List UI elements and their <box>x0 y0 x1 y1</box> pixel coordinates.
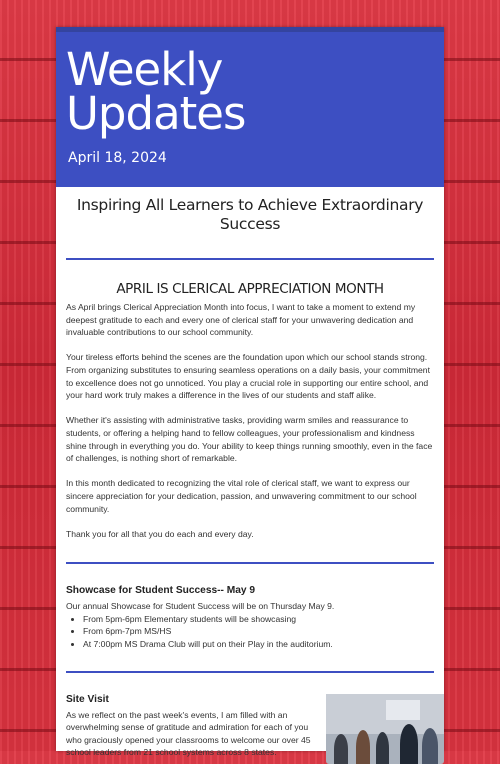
title-line-1: Weekly <box>66 43 223 96</box>
title-line-2: Updates <box>66 87 246 140</box>
list-item: • At 7:00pm MS Drama Club will put on their Play in the auditorium. <box>83 638 444 651</box>
showcase-list <box>56 613 444 651</box>
section-divider <box>66 258 434 260</box>
paragraph: In this month dedicated to recognizing the vital role of clerical staff, we want to express our sincere appreciation for your dedication, passion, and unwavering commitment to our school community. <box>66 478 417 514</box>
list-item: • From 6pm-7pm MS/HS <box>83 625 444 638</box>
site-visit-section <box>66 694 434 759</box>
site-visit-body <box>66 709 316 759</box>
list-item: • From 5pm-6pm Elementary students will be showcasing <box>83 613 444 626</box>
site-visit-line: school leaders from 21 school systems across 8 states. <box>66 747 277 758</box>
paragraph: As April brings Clerical Appreciation Month into focus, I want to take a moment to extend my deepest gratitude to each and every one of clerical staff for your unwavering dedication and invaluable contributions to our school community. <box>66 302 416 338</box>
showcase-heading: Showcase for Student Success-- May 9 <box>66 585 256 597</box>
newsletter-card <box>56 27 444 758</box>
site-visit-line: who graciously opened your classrooms to welcome our over 45 <box>66 734 311 745</box>
section-divider <box>66 562 434 564</box>
clerical-body <box>66 301 434 540</box>
tagline: Inspiring All Learners to Achieve Extraordinary Success <box>76 196 424 233</box>
section-divider <box>66 671 434 673</box>
showcase-intro: Our annual Showcase for Student Success will be on Thursday May 9. <box>66 601 335 612</box>
header-banner <box>56 27 444 187</box>
newsletter-title <box>66 43 246 140</box>
site-visit-line: As we reflect on the past week's events, I am filled with an <box>66 709 288 720</box>
issue-date: April 18, 2024 <box>68 150 167 166</box>
clerical-heading: APRIL IS CLERICAL APPRECIATION MONTH <box>116 281 384 297</box>
paragraph: Your tireless efforts behind the scenes are the foundation upon which our school stands strong. From organizing substitutes to ensuring seamless operations on a daily basis, your commitment to excellence does not go unnoticed. You play a crucial role in supporting our entire school, and your hard work truly makes a difference in the lives of our students and staff alike. <box>66 352 430 401</box>
site-visit-photo <box>326 694 444 764</box>
paragraph: Whether it's assisting with administrative tasks, providing warm smiles and reassurance to students, or offering a helping hand to fellow colleagues, your professionalism and kindness shine through in everything you do. Your ability to keep things running smoothly, even in the face of challenges, is nothing short of remarkable. <box>66 415 433 464</box>
site-visit-line: overwhelming sense of gratitude and admiration for each of you <box>66 722 309 733</box>
paragraph: Thank you for all that you do each and every day. <box>66 528 254 539</box>
site-visit-heading: Site Visit <box>66 693 109 705</box>
